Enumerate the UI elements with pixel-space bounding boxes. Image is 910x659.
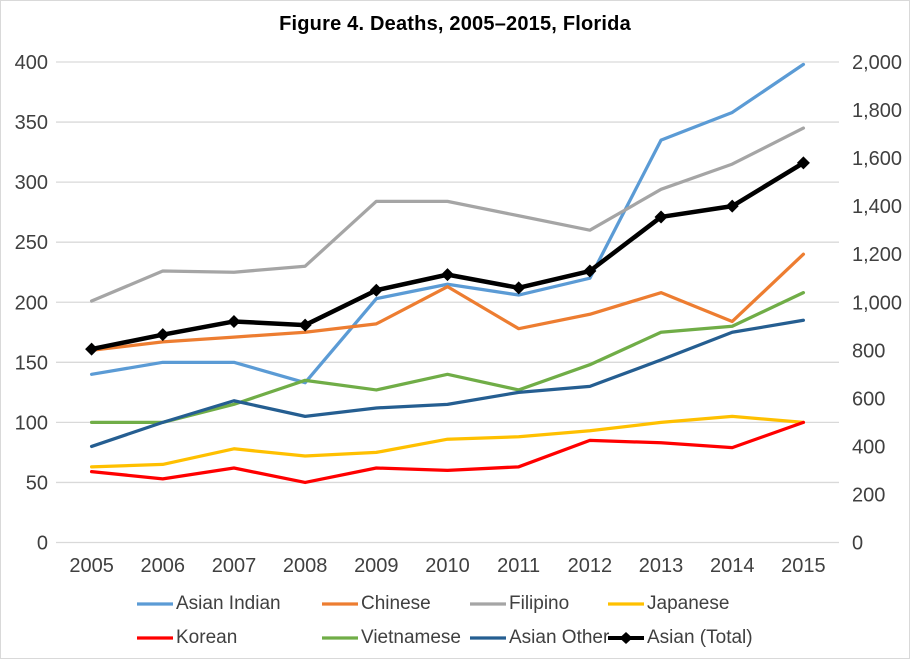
chart-legend — [137, 587, 773, 655]
legend-swatch-filipino-icon — [470, 597, 506, 611]
y-axis-tick-right: 1,400 — [852, 196, 903, 219]
x-axis-tick: 2015 — [781, 555, 826, 577]
x-axis-tick: 2010 — [425, 555, 470, 577]
x-axis-tick: 2008 — [282, 555, 328, 577]
legend-swatch-asian-other-icon — [470, 631, 506, 645]
legend-swatch-korean-icon — [137, 631, 173, 645]
legend-label: Asian Indian — [176, 593, 281, 614]
x-axis-tick: 2012 — [567, 555, 613, 577]
legend-label: Vietnamese — [361, 627, 461, 648]
diamond-marker — [227, 315, 240, 328]
legend-item-chinese — [322, 587, 470, 621]
plot-area — [1, 41, 910, 586]
legend-swatch-asian-indian-icon — [137, 597, 173, 611]
legend-label: Asian Other — [509, 627, 610, 648]
y-axis-tick-left: 100 — [14, 412, 48, 435]
y-axis-tick-right: 200 — [852, 484, 886, 507]
x-axis-tick: 2009 — [354, 555, 399, 577]
x-axis-tick: 2006 — [140, 555, 186, 577]
legend-diamond-icon — [620, 632, 633, 644]
x-axis-tick: 2007 — [211, 555, 257, 577]
legend-item-korean — [137, 621, 322, 655]
y-axis-tick-right: 2,000 — [852, 52, 903, 74]
y-axis-tick-right: 0 — [852, 532, 864, 555]
y-axis-tick-left: 200 — [14, 292, 48, 315]
chart-title: Figure 4. Deaths, 2005–2015, Florida — [279, 13, 631, 35]
legend-label: Asian (Total) — [647, 627, 753, 648]
x-axis-tick: 2005 — [69, 555, 114, 577]
legend-label: Korean — [176, 627, 238, 648]
y-axis-tick-left: 150 — [14, 352, 48, 375]
legend-item-asian-total — [608, 621, 773, 655]
y-axis-tick-left: 0 — [36, 532, 48, 555]
y-axis-tick-right: 1,000 — [852, 292, 903, 315]
diamond-marker — [441, 268, 454, 281]
x-axis-tick: 2014 — [709, 555, 755, 577]
x-axis-tick: 2011 — [497, 555, 541, 577]
legend-label: Chinese — [361, 593, 431, 614]
series-line-asian-total — [92, 163, 804, 349]
legend-label: Japanese — [647, 593, 730, 614]
legend-item-filipino — [470, 587, 608, 621]
legend-label: Filipino — [509, 593, 570, 614]
legend-swatch-japanese-icon — [608, 597, 644, 611]
legend-item-vietnamese — [322, 621, 470, 655]
series-line-japanese — [92, 416, 804, 466]
legend-item-asian-indian — [137, 587, 322, 621]
legend-swatch-vietnamese-icon — [322, 631, 358, 645]
legend-swatch-asian-total-icon — [608, 631, 644, 645]
y-axis-tick-right: 800 — [852, 340, 886, 363]
y-axis-tick-right: 600 — [852, 388, 886, 411]
y-axis-tick-right: 1,800 — [852, 100, 903, 123]
legend-item-japanese — [608, 587, 773, 621]
y-axis-tick-left: 50 — [25, 472, 48, 495]
y-axis-tick-left: 350 — [14, 112, 48, 135]
legend-swatch-chinese-icon — [322, 597, 358, 611]
series-line-asian-indian — [92, 64, 804, 382]
y-axis-tick-right: 1,200 — [852, 244, 903, 267]
y-axis-tick-left: 250 — [14, 232, 48, 255]
y-axis-tick-left: 300 — [14, 172, 48, 195]
legend-item-asian-other — [470, 621, 608, 655]
diamond-marker — [85, 343, 98, 356]
x-axis-tick: 2013 — [638, 555, 684, 577]
y-axis-tick-left: 400 — [14, 52, 48, 74]
series-line-korean — [92, 422, 804, 482]
y-axis-tick-right: 400 — [852, 436, 886, 459]
diamond-marker — [156, 328, 169, 341]
y-axis-tick-right: 1,600 — [852, 148, 903, 171]
